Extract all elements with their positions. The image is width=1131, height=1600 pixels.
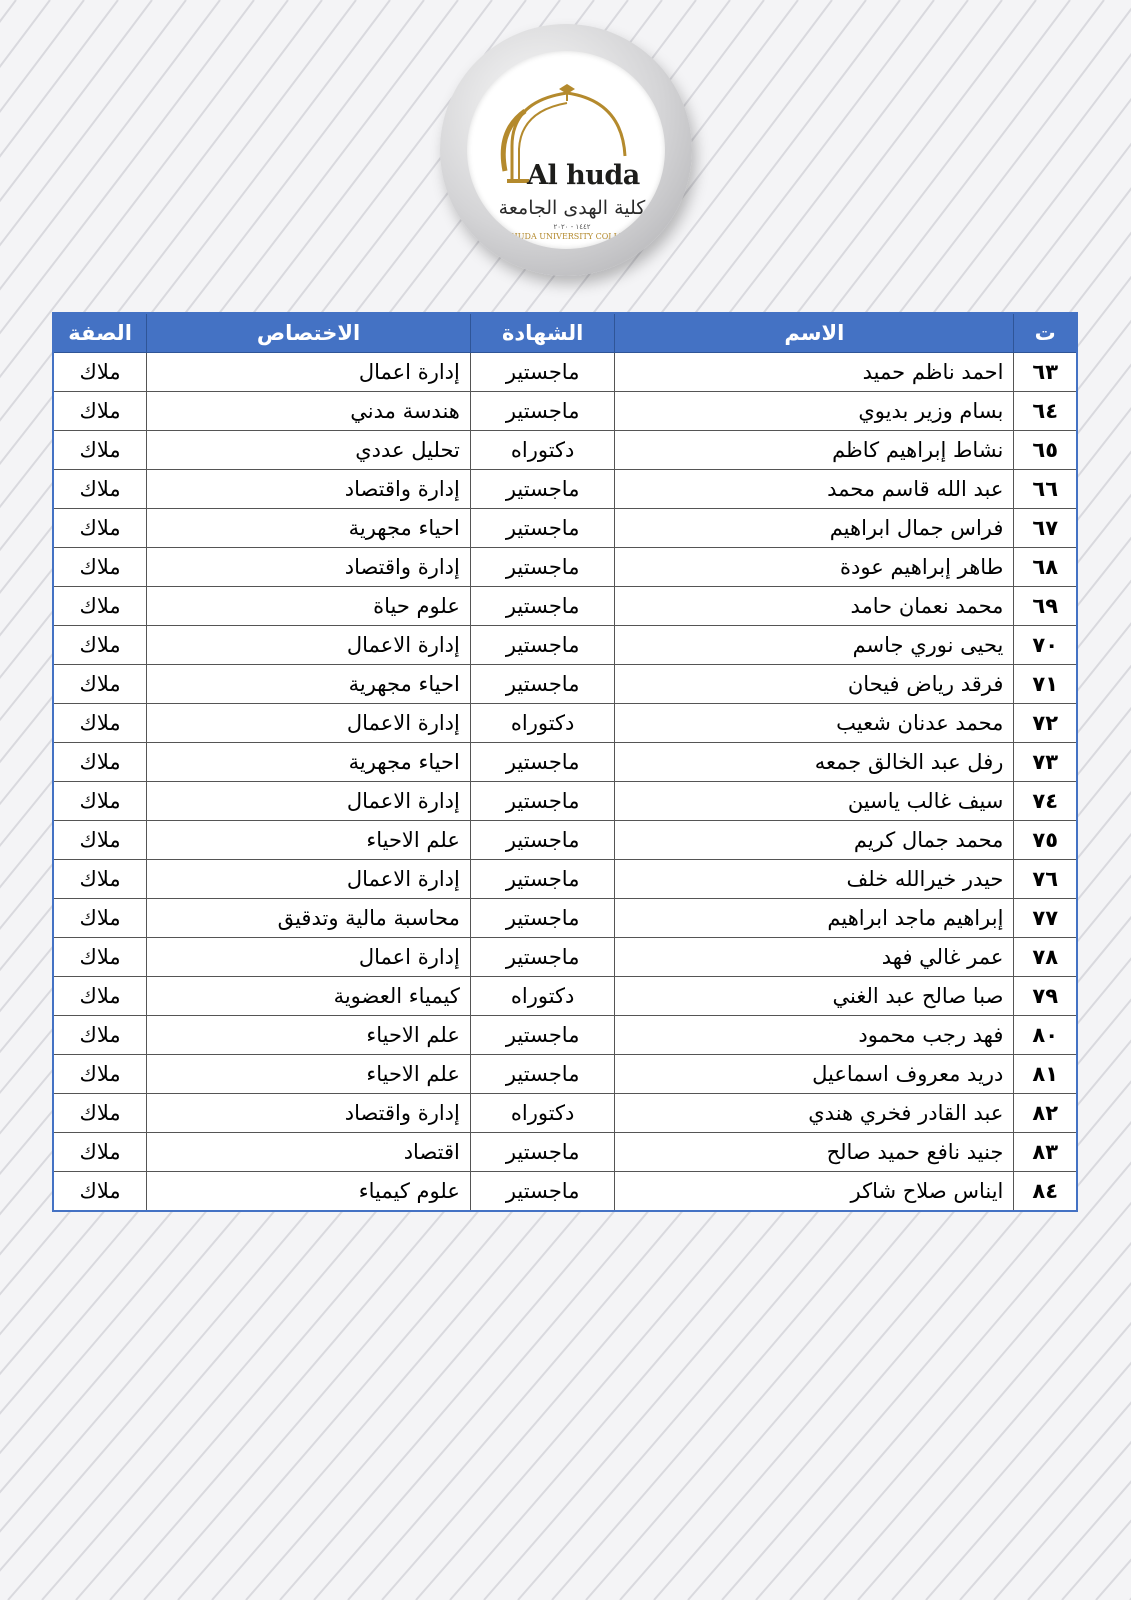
- cell-num: ٧٧: [1014, 899, 1077, 938]
- table-row: [53, 860, 1077, 899]
- cell-degree: ماجستير: [470, 1172, 615, 1212]
- cell-name: بسام وزير بديوي: [615, 392, 1014, 431]
- cell-type: ملاك: [53, 743, 147, 782]
- cell-type: ملاك: [53, 1133, 147, 1172]
- cell-degree: ماجستير: [470, 782, 615, 821]
- cell-num: ٦٦: [1014, 470, 1077, 509]
- cell-type: ملاك: [53, 977, 147, 1016]
- cell-name: محمد جمال كريم: [615, 821, 1014, 860]
- cell-num: ٧٦: [1014, 860, 1077, 899]
- cell-num: ٧٢: [1014, 704, 1077, 743]
- header-degree: الشهادة: [470, 313, 615, 353]
- cell-name: ايناس صلاح شاكر: [615, 1172, 1014, 1212]
- table-row: [53, 1133, 1077, 1172]
- table-row: [53, 1055, 1077, 1094]
- cell-specialization: إدارة واقتصاد: [147, 470, 471, 509]
- cell-type: ملاك: [53, 1172, 147, 1212]
- table-row: [53, 626, 1077, 665]
- cell-degree: دكتوراه: [470, 704, 615, 743]
- table-row: [53, 509, 1077, 548]
- cell-degree: ماجستير: [470, 353, 615, 392]
- cell-specialization: علم الاحياء: [147, 821, 471, 860]
- cell-degree: ماجستير: [470, 548, 615, 587]
- cell-num: ٧١: [1014, 665, 1077, 704]
- cell-specialization: إدارة الاعمال: [147, 626, 471, 665]
- staff-table: [52, 312, 1078, 1212]
- cell-specialization: تحليل عددي: [147, 431, 471, 470]
- cell-num: ٨٣: [1014, 1133, 1077, 1172]
- table-row: [53, 665, 1077, 704]
- cell-type: ملاك: [53, 1055, 147, 1094]
- cell-specialization: علم الاحياء: [147, 1016, 471, 1055]
- cell-type: ملاك: [53, 1016, 147, 1055]
- table-row: [53, 1172, 1077, 1212]
- logo-years: ١٤٤٢ - ٢٠٢٠: [553, 223, 591, 231]
- cell-num: ٧٨: [1014, 938, 1077, 977]
- logo-arabic-name: كلية الهدى الجامعة: [498, 197, 646, 219]
- cell-specialization: إدارة واقتصاد: [147, 1094, 471, 1133]
- cell-specialization: إدارة الاعمال: [147, 782, 471, 821]
- header-num: ت: [1014, 313, 1077, 353]
- cell-specialization: إدارة الاعمال: [147, 704, 471, 743]
- table-row: [53, 431, 1077, 470]
- cell-type: ملاك: [53, 899, 147, 938]
- cell-type: ملاك: [53, 665, 147, 704]
- cell-name: عبد القادر فخري هندي: [615, 1094, 1014, 1133]
- cell-degree: ماجستير: [470, 1016, 615, 1055]
- cell-type: ملاك: [53, 392, 147, 431]
- cell-num: ٦٥: [1014, 431, 1077, 470]
- cell-num: ٧٩: [1014, 977, 1077, 1016]
- table-row: [53, 548, 1077, 587]
- cell-specialization: محاسبة مالية وتدقيق: [147, 899, 471, 938]
- cell-num: ٧٣: [1014, 743, 1077, 782]
- cell-name: صبا صالح عبد الغني: [615, 977, 1014, 1016]
- cell-name: طاهر إبراهيم عودة: [615, 548, 1014, 587]
- cell-num: ٧٤: [1014, 782, 1077, 821]
- cell-name: فراس جمال ابراهيم: [615, 509, 1014, 548]
- cell-type: ملاك: [53, 470, 147, 509]
- cell-type: ملاك: [53, 938, 147, 977]
- cell-type: ملاك: [53, 626, 147, 665]
- cell-num: ٨٢: [1014, 1094, 1077, 1133]
- table-row: [53, 470, 1077, 509]
- cell-type: ملاك: [53, 431, 147, 470]
- table-row: [53, 392, 1077, 431]
- cell-degree: دكتوراه: [470, 977, 615, 1016]
- cell-specialization: احياء مجهرية: [147, 665, 471, 704]
- cell-name: دريد معروف اسماعيل: [615, 1055, 1014, 1094]
- cell-name: رفل عبد الخالق جمعه: [615, 743, 1014, 782]
- cell-num: ٨٠: [1014, 1016, 1077, 1055]
- table-row: [53, 782, 1077, 821]
- table-row: [53, 743, 1077, 782]
- cell-type: ملاك: [53, 860, 147, 899]
- cell-degree: ماجستير: [470, 743, 615, 782]
- cell-specialization: إدارة الاعمال: [147, 860, 471, 899]
- cell-type: ملاك: [53, 509, 147, 548]
- cell-name: إبراهيم ماجد ابراهيم: [615, 899, 1014, 938]
- cell-degree: ماجستير: [470, 1133, 615, 1172]
- cell-specialization: كيمياء العضوية: [147, 977, 471, 1016]
- cell-degree: ماجستير: [470, 626, 615, 665]
- cell-specialization: اقتصاد: [147, 1133, 471, 1172]
- header-type: الصفة: [53, 313, 147, 353]
- header-name: الاسم: [615, 313, 1014, 353]
- cell-num: ٨٤: [1014, 1172, 1077, 1212]
- table-row: [53, 938, 1077, 977]
- cell-num: ٧٠: [1014, 626, 1077, 665]
- cell-num: ٦٤: [1014, 392, 1077, 431]
- cell-degree: ماجستير: [470, 509, 615, 548]
- cell-specialization: إدارة اعمال: [147, 353, 471, 392]
- cell-type: ملاك: [53, 548, 147, 587]
- cell-specialization: احياء مجهرية: [147, 509, 471, 548]
- logo-subtitle: AL-HUDA UNIVERSITY COLLEGE: [497, 232, 637, 241]
- cell-num: ٨١: [1014, 1055, 1077, 1094]
- college-logo: [440, 24, 692, 276]
- cell-num: ٧٥: [1014, 821, 1077, 860]
- table-row: [53, 587, 1077, 626]
- logo-english-name: Al huda: [527, 160, 640, 191]
- cell-name: سيف غالب ياسين: [615, 782, 1014, 821]
- cell-name: جنيد نافع حميد صالح: [615, 1133, 1014, 1172]
- cell-name: يحيى نوري جاسم: [615, 626, 1014, 665]
- table-header-row: [53, 313, 1077, 353]
- cell-degree: ماجستير: [470, 821, 615, 860]
- cell-degree: ماجستير: [470, 1055, 615, 1094]
- cell-name: محمد نعمان حامد: [615, 587, 1014, 626]
- cell-degree: ماجستير: [470, 665, 615, 704]
- cell-degree: دكتوراه: [470, 1094, 615, 1133]
- cell-specialization: علوم حياة: [147, 587, 471, 626]
- cell-type: ملاك: [53, 821, 147, 860]
- cell-name: فهد رجب محمود: [615, 1016, 1014, 1055]
- cell-specialization: هندسة مدني: [147, 392, 471, 431]
- table-row: [53, 899, 1077, 938]
- table-row: [53, 1016, 1077, 1055]
- cell-num: ٦٨: [1014, 548, 1077, 587]
- logo-emblem: [467, 51, 665, 249]
- cell-degree: دكتوراه: [470, 431, 615, 470]
- cell-type: ملاك: [53, 353, 147, 392]
- header-specialization: الاختصاص: [147, 313, 471, 353]
- cell-specialization: إدارة واقتصاد: [147, 548, 471, 587]
- cell-name: احمد ناظم حميد: [615, 353, 1014, 392]
- cell-type: ملاك: [53, 782, 147, 821]
- table-row: [53, 821, 1077, 860]
- cell-num: ٦٧: [1014, 509, 1077, 548]
- cell-name: عمر غالي فهد: [615, 938, 1014, 977]
- cell-degree: ماجستير: [470, 392, 615, 431]
- cell-num: ٦٩: [1014, 587, 1077, 626]
- cell-specialization: احياء مجهرية: [147, 743, 471, 782]
- cell-num: ٦٣: [1014, 353, 1077, 392]
- cell-type: ملاك: [53, 704, 147, 743]
- cell-degree: ماجستير: [470, 899, 615, 938]
- cell-name: نشاط إبراهيم كاظم: [615, 431, 1014, 470]
- cell-degree: ماجستير: [470, 860, 615, 899]
- cell-specialization: إدارة اعمال: [147, 938, 471, 977]
- table-row: [53, 353, 1077, 392]
- cell-name: فرقد رياض فيحان: [615, 665, 1014, 704]
- cell-degree: ماجستير: [470, 938, 615, 977]
- cell-name: حيدر خيرالله خلف: [615, 860, 1014, 899]
- table-row: [53, 977, 1077, 1016]
- cell-degree: ماجستير: [470, 587, 615, 626]
- dome-icon: [467, 51, 665, 249]
- table-row: [53, 704, 1077, 743]
- cell-degree: ماجستير: [470, 470, 615, 509]
- cell-specialization: علوم كيمياء: [147, 1172, 471, 1212]
- cell-type: ملاك: [53, 587, 147, 626]
- table-row: [53, 1094, 1077, 1133]
- background-line: [0, 0, 50, 1600]
- cell-type: ملاك: [53, 1094, 147, 1133]
- cell-name: عبد الله قاسم محمد: [615, 470, 1014, 509]
- cell-name: محمد عدنان شعيب: [615, 704, 1014, 743]
- cell-specialization: علم الاحياء: [147, 1055, 471, 1094]
